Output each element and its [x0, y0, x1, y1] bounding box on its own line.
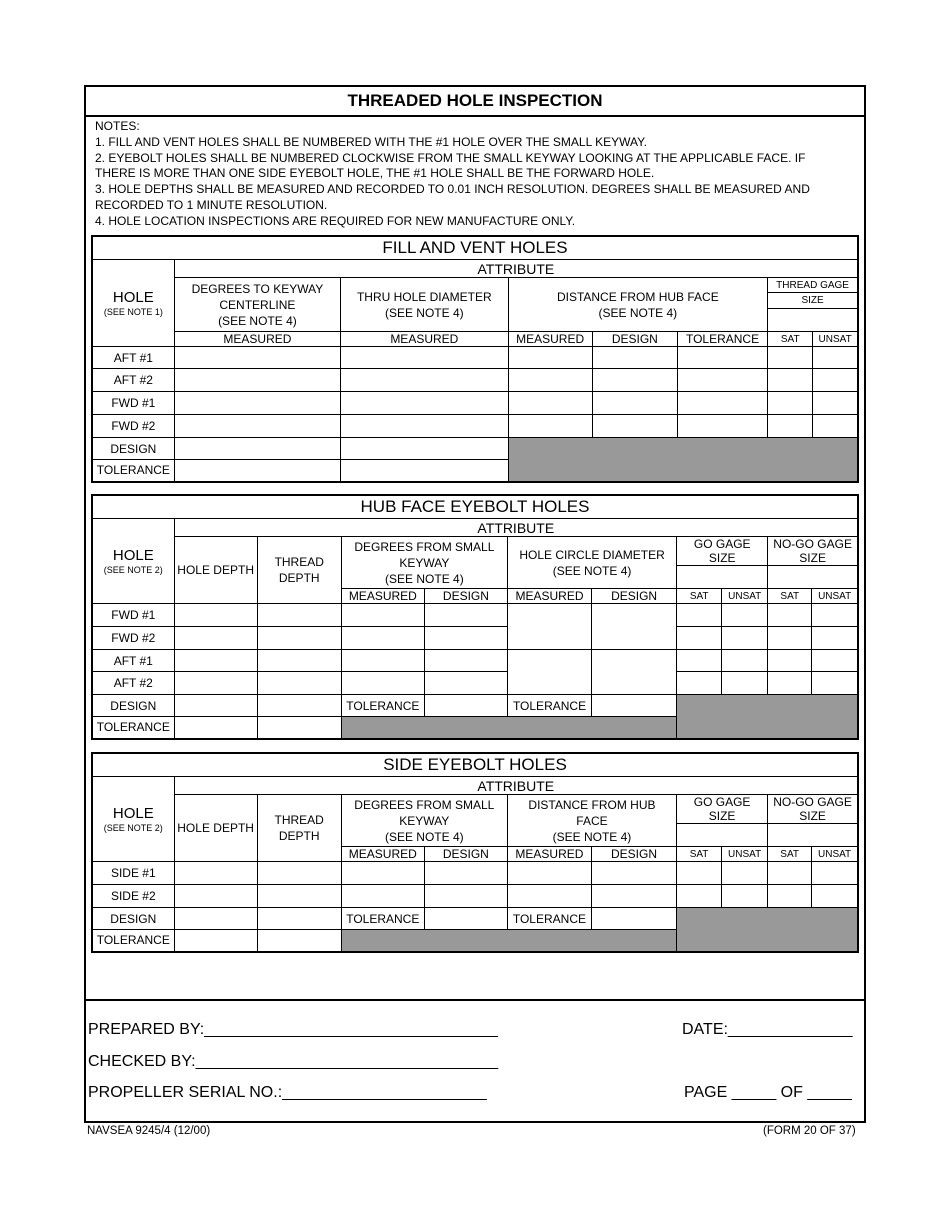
hub-cell[interactable]	[174, 672, 257, 695]
hub-cell[interactable]	[812, 604, 858, 627]
form-title: THREADED HOLE INSPECTION	[86, 87, 864, 117]
nogo-gage-size-blank[interactable]	[768, 824, 858, 847]
hub-cell[interactable]	[257, 604, 341, 627]
hub-cell[interactable]	[424, 650, 507, 672]
thru-measured: MEASURED	[341, 332, 508, 347]
go-unsat: UNSAT	[722, 847, 768, 862]
fv-cell[interactable]	[768, 369, 813, 392]
note-4: 4. HOLE LOCATION INSPECTIONS ARE REQUIRED FOR NEW MANUFACTURE ONLY.	[95, 213, 576, 228]
hub-face-table	[91, 494, 859, 740]
nogo-gage-header	[768, 537, 858, 566]
form-frame	[84, 85, 866, 1123]
go-sat: SAT	[677, 589, 722, 604]
go-gage-header	[677, 795, 768, 824]
degrees-measured: MEASURED	[174, 332, 340, 347]
side-row-label: TOLERANCE	[92, 930, 174, 952]
side-distance-tolerance-label: TOLERANCE	[507, 908, 591, 930]
hub-hole-header	[92, 519, 174, 604]
side-cell[interactable]	[677, 862, 722, 885]
fv-cell[interactable]	[341, 369, 508, 392]
side-title: SIDE EYEBOLT HOLES	[92, 753, 858, 777]
serial-no-field[interactable]: PROPELLER SERIAL NO.:_______________________	[88, 1084, 487, 1101]
note-1: 1. FILL AND VENT HOLES SHALL BE NUMBERED WITH THE #1 HOLE OVER THE SMALL KEYWAY.	[95, 134, 647, 149]
nogo-unsat: UNSAT	[812, 847, 858, 862]
signature-divider	[86, 999, 864, 1001]
hub-cell[interactable]	[174, 650, 257, 672]
fv-cell[interactable]	[677, 392, 767, 415]
side-cell[interactable]	[174, 930, 257, 952]
hub-cell[interactable]	[424, 604, 507, 627]
side-row-label: SIDE #1	[92, 862, 174, 885]
side-degrees-measured: MEASURED	[341, 847, 424, 862]
go-gage-line1: GO GAGE	[693, 537, 751, 551]
fv-shaded-area	[508, 438, 858, 482]
nogo-sat: SAT	[768, 589, 812, 604]
hub-degrees-design: DESIGN	[424, 589, 507, 604]
side-cell[interactable]	[341, 862, 424, 885]
side-cell[interactable]	[257, 862, 341, 885]
note-2a: 2. EYEBOLT HOLES SHALL BE NUMBERED CLOCKWISE FROM THE SMALL KEYWAY LOOKING AT THE APPLICABLE FACE. IF	[95, 150, 806, 165]
hub-cell[interactable]	[722, 650, 768, 672]
fv-cell[interactable]	[768, 347, 813, 369]
hole-label: HOLE	[112, 288, 154, 306]
nogo-sat: SAT	[768, 847, 812, 862]
side-cell[interactable]	[722, 862, 768, 885]
nogo-gage-size: SIZE	[799, 551, 826, 565]
hole-label: HOLE	[112, 546, 154, 564]
fv-cell[interactable]	[341, 415, 508, 438]
side-distance-header	[507, 795, 676, 847]
fill-vent-title: FILL AND VENT HOLES	[92, 236, 858, 260]
fv-cell[interactable]	[341, 460, 508, 482]
hub-degrees-measured: MEASURED	[341, 589, 424, 604]
distance-hub-header	[508, 278, 768, 332]
degrees-small-line2: KEYWAY	[399, 555, 450, 570]
thread-depth-line2: DEPTH	[278, 829, 320, 843]
fv-cell[interactable]	[174, 438, 340, 460]
thread-depth-line1: THREAD	[274, 813, 324, 827]
go-unsat: UNSAT	[722, 589, 768, 604]
fv-cell[interactable]	[174, 392, 340, 415]
hub-cell[interactable]	[812, 627, 858, 650]
date-field[interactable]: DATE:______________	[682, 1021, 853, 1038]
thread-gage-size: SIZE	[768, 293, 857, 309]
fill-vent-hole-header	[92, 260, 174, 347]
thread-depth-header	[257, 537, 341, 604]
side-cell[interactable]	[768, 885, 812, 908]
hole-note: (SEE NOTE 1)	[103, 306, 163, 317]
hub-cell[interactable]	[341, 672, 424, 695]
fv-cell[interactable]	[813, 415, 858, 438]
side-cell[interactable]	[174, 862, 257, 885]
hub-cell[interactable]	[768, 650, 812, 672]
side-cell[interactable]	[424, 885, 507, 908]
thread-gage-sat: SAT	[768, 332, 813, 347]
fv-cell[interactable]	[174, 347, 340, 369]
hub-cell[interactable]	[592, 695, 677, 717]
hub-row-label: DESIGN	[92, 695, 174, 717]
fv-cell[interactable]	[768, 392, 813, 415]
hub-cell[interactable]	[722, 604, 768, 627]
hub-cell[interactable]	[257, 650, 341, 672]
hole-circle-header	[507, 537, 676, 589]
hub-circle-design: DESIGN	[592, 589, 677, 604]
side-cell[interactable]	[591, 862, 676, 885]
distance-hub-note: (SEE NOTE 4)	[598, 305, 678, 320]
note-2b: THERE IS MORE THAN ONE SIDE EYEBOLT HOLE, THE #1 HOLE SHALL BE THE FORWARD HOLE.	[95, 166, 655, 181]
fv-cell[interactable]	[592, 369, 677, 392]
hub-cell[interactable]	[341, 604, 424, 627]
go-gage-line1: GO GAGE	[693, 795, 751, 809]
notes-block	[95, 119, 855, 230]
degrees-small-line1: DEGREES FROM SMALL	[354, 539, 495, 554]
checked-by-field[interactable]: CHECKED BY:__________________________________	[88, 1053, 499, 1070]
side-cell[interactable]	[257, 930, 341, 952]
side-cell[interactable]	[257, 908, 341, 930]
side-degrees-note: (SEE NOTE 4)	[384, 829, 464, 844]
hub-cell[interactable]	[424, 695, 507, 717]
hub-row-label: AFT #1	[92, 650, 174, 672]
hole-note: (SEE NOTE 2)	[103, 564, 163, 575]
fv-cell[interactable]	[508, 347, 592, 369]
hub-cell[interactable]	[424, 627, 507, 650]
side-distance-measured: MEASURED	[507, 847, 591, 862]
go-sat: SAT	[677, 847, 722, 862]
go-gage-size: SIZE	[708, 551, 736, 565]
hub-cell[interactable]	[174, 604, 257, 627]
hub-row-label: FWD #1	[92, 604, 174, 627]
fv-cell[interactable]	[341, 347, 508, 369]
thread-gage-size-cell	[768, 293, 858, 332]
fv-cell[interactable]	[677, 347, 767, 369]
side-cell[interactable]	[424, 908, 507, 930]
side-cell[interactable]	[174, 908, 257, 930]
side-distance-note: (SEE NOTE 4)	[552, 829, 632, 844]
thread-gage-size-blank[interactable]	[768, 309, 857, 331]
fv-cell[interactable]	[813, 392, 858, 415]
side-cell[interactable]	[507, 885, 591, 908]
thread-gage-unsat: UNSAT	[813, 332, 858, 347]
fv-cell[interactable]	[768, 415, 813, 438]
fv-cell[interactable]	[508, 415, 592, 438]
fv-cell[interactable]	[677, 369, 767, 392]
hub-cell[interactable]	[257, 672, 341, 695]
hub-row-label: TOLERANCE	[92, 717, 174, 739]
hub-cell[interactable]	[174, 717, 257, 739]
hub-circle-tolerance-label: TOLERANCE	[507, 695, 591, 717]
nogo-unsat: UNSAT	[812, 589, 858, 604]
attribute-header: ATTRIBUTE	[174, 519, 858, 537]
side-degrees-line2: KEYWAY	[399, 813, 450, 828]
hub-face-title: HUB FACE EYEBOLT HOLES	[92, 495, 858, 519]
hub-shaded-bottom	[341, 717, 676, 739]
side-distance-line1: DISTANCE FROM HUB	[528, 797, 656, 812]
hub-cell[interactable]	[424, 672, 507, 695]
hub-cell[interactable]	[768, 604, 812, 627]
go-gage-size-blank[interactable]	[677, 824, 768, 847]
hole-circle-note: (SEE NOTE 4)	[552, 563, 632, 578]
side-cell[interactable]	[507, 862, 591, 885]
degrees-keyway-header	[174, 278, 340, 332]
side-cell[interactable]	[174, 885, 257, 908]
distance-hub-line1: DISTANCE FROM HUB FACE	[556, 289, 719, 304]
hub-shaded-right	[677, 695, 858, 739]
thru-hole-header	[341, 278, 508, 332]
hole-depth-header: HOLE DEPTH	[174, 537, 257, 604]
hub-cell[interactable]	[341, 627, 424, 650]
hub-degrees-tolerance-label: TOLERANCE	[341, 695, 424, 717]
side-degrees-design: DESIGN	[424, 847, 507, 862]
side-hole-header	[92, 777, 174, 862]
hub-cell[interactable]	[507, 650, 591, 695]
nogo-gage-size: SIZE	[799, 809, 826, 823]
hub-cell[interactable]	[812, 672, 858, 695]
hub-cell[interactable]	[592, 650, 677, 695]
fv-row-label: AFT #1	[92, 347, 174, 369]
thread-gage-header: THREAD GAGE	[768, 278, 858, 293]
nogo-gage-header	[768, 795, 858, 824]
hub-cell[interactable]	[257, 717, 341, 739]
degrees-small-note: (SEE NOTE 4)	[385, 571, 464, 586]
note-3a: 3. HOLE DEPTHS SHALL BE MEASURED AND RECORDED TO 0.01 INCH RESOLUTION. DEGREES SHALL BE MEASURED AND	[95, 182, 810, 197]
go-gage-size: SIZE	[708, 809, 736, 823]
hub-cell[interactable]	[677, 672, 722, 695]
fv-cell[interactable]	[341, 392, 508, 415]
attribute-header: ATTRIBUTE	[174, 260, 858, 278]
hole-depth-header: HOLE DEPTH	[174, 795, 257, 862]
hub-cell[interactable]	[341, 650, 424, 672]
hub-row-label: AFT #2	[92, 672, 174, 695]
hub-cell[interactable]	[768, 672, 812, 695]
fv-row-label: AFT #2	[92, 369, 174, 392]
fv-cell[interactable]	[174, 369, 340, 392]
go-gage-size-blank[interactable]	[677, 566, 768, 589]
hub-cell[interactable]	[174, 627, 257, 650]
hub-cell[interactable]	[722, 672, 768, 695]
fv-cell[interactable]	[508, 392, 592, 415]
degrees-keyway-line1: DEGREES TO KEYWAY	[191, 281, 324, 296]
side-shaded-bottom	[341, 930, 676, 952]
degrees-small-keyway-header	[341, 537, 507, 589]
thru-hole-note: (SEE NOTE 4)	[384, 305, 464, 320]
thread-depth-header	[257, 795, 341, 862]
side-cell[interactable]	[257, 885, 341, 908]
go-gage-header	[677, 537, 768, 566]
attribute-header: ATTRIBUTE	[174, 777, 858, 795]
distance-design: DESIGN	[592, 332, 677, 347]
fv-cell[interactable]	[174, 460, 340, 482]
nogo-gage-line1: NO-GO GAGE	[773, 537, 852, 551]
hub-cell[interactable]	[677, 650, 722, 672]
hub-cell[interactable]	[677, 604, 722, 627]
degrees-keyway-note: (SEE NOTE 4)	[218, 313, 297, 328]
hole-label: HOLE	[112, 804, 154, 822]
fv-cell[interactable]	[592, 347, 677, 369]
page-of-field[interactable]: PAGE _____ OF _____	[684, 1084, 852, 1101]
side-degrees-tolerance-label: TOLERANCE	[341, 908, 424, 930]
thru-hole-line1: THRU HOLE DIAMETER	[356, 289, 492, 304]
hub-circle-measured: MEASURED	[507, 589, 591, 604]
form-count: (FORM 20 OF 37)	[763, 1125, 856, 1137]
side-row-label: SIDE #2	[92, 885, 174, 908]
hub-cell[interactable]	[768, 627, 812, 650]
side-cell[interactable]	[722, 885, 768, 908]
hub-row-label: FWD #2	[92, 627, 174, 650]
side-table	[91, 752, 859, 953]
side-distance-line2: FACE	[576, 813, 608, 828]
side-cell[interactable]	[424, 862, 507, 885]
thread-depth-line2: DEPTH	[278, 571, 320, 585]
fv-cell[interactable]	[813, 347, 858, 369]
hub-cell[interactable]	[507, 604, 591, 650]
side-cell[interactable]	[591, 908, 676, 930]
hub-cell[interactable]	[174, 695, 257, 717]
side-shaded-right	[677, 908, 858, 952]
side-degrees-header	[341, 795, 507, 847]
hole-circle-line1: HOLE CIRCLE DIAMETER	[519, 547, 665, 562]
side-cell[interactable]	[768, 862, 812, 885]
side-cell[interactable]	[812, 862, 858, 885]
hub-cell[interactable]	[257, 627, 341, 650]
prepared-by-field[interactable]: PREPARED BY:_________________________________	[88, 1021, 498, 1038]
fv-row-label: DESIGN	[92, 438, 174, 460]
thread-depth-line1: THREAD	[274, 555, 324, 569]
hub-cell[interactable]	[677, 627, 722, 650]
fv-row-label: TOLERANCE	[92, 460, 174, 482]
hole-note: (SEE NOTE 2)	[103, 822, 163, 833]
nogo-gage-size-blank[interactable]	[768, 566, 858, 589]
side-distance-design: DESIGN	[591, 847, 676, 862]
fv-cell[interactable]	[508, 369, 592, 392]
nogo-gage-line1: NO-GO GAGE	[773, 795, 852, 809]
fv-cell[interactable]	[174, 415, 340, 438]
fill-vent-table	[91, 235, 859, 483]
hub-cell[interactable]	[812, 650, 858, 672]
side-row-label: DESIGN	[92, 908, 174, 930]
side-cell[interactable]	[677, 885, 722, 908]
side-cell[interactable]	[812, 885, 858, 908]
form-id: NAVSEA 9245/4 (12/00)	[87, 1125, 211, 1137]
hub-cell[interactable]	[257, 695, 341, 717]
hub-cell[interactable]	[722, 627, 768, 650]
fv-cell[interactable]	[813, 369, 858, 392]
distance-measured: MEASURED	[508, 332, 592, 347]
fv-cell[interactable]	[341, 438, 508, 460]
side-degrees-line1: DEGREES FROM SMALL	[354, 797, 495, 812]
fv-cell[interactable]	[677, 415, 767, 438]
side-cell[interactable]	[341, 885, 424, 908]
hub-cell[interactable]	[592, 604, 677, 650]
fv-row-label: FWD #2	[92, 415, 174, 438]
fv-cell[interactable]	[592, 415, 677, 438]
notes-heading: NOTES:	[95, 119, 140, 133]
side-cell[interactable]	[591, 885, 676, 908]
distance-tolerance: TOLERANCE	[677, 332, 767, 347]
note-3b: RECORDED TO 1 MINUTE RESOLUTION.	[95, 197, 328, 212]
fv-cell[interactable]	[592, 392, 677, 415]
fv-row-label: FWD #1	[92, 392, 174, 415]
degrees-keyway-line2: CENTERLINE	[219, 297, 296, 312]
